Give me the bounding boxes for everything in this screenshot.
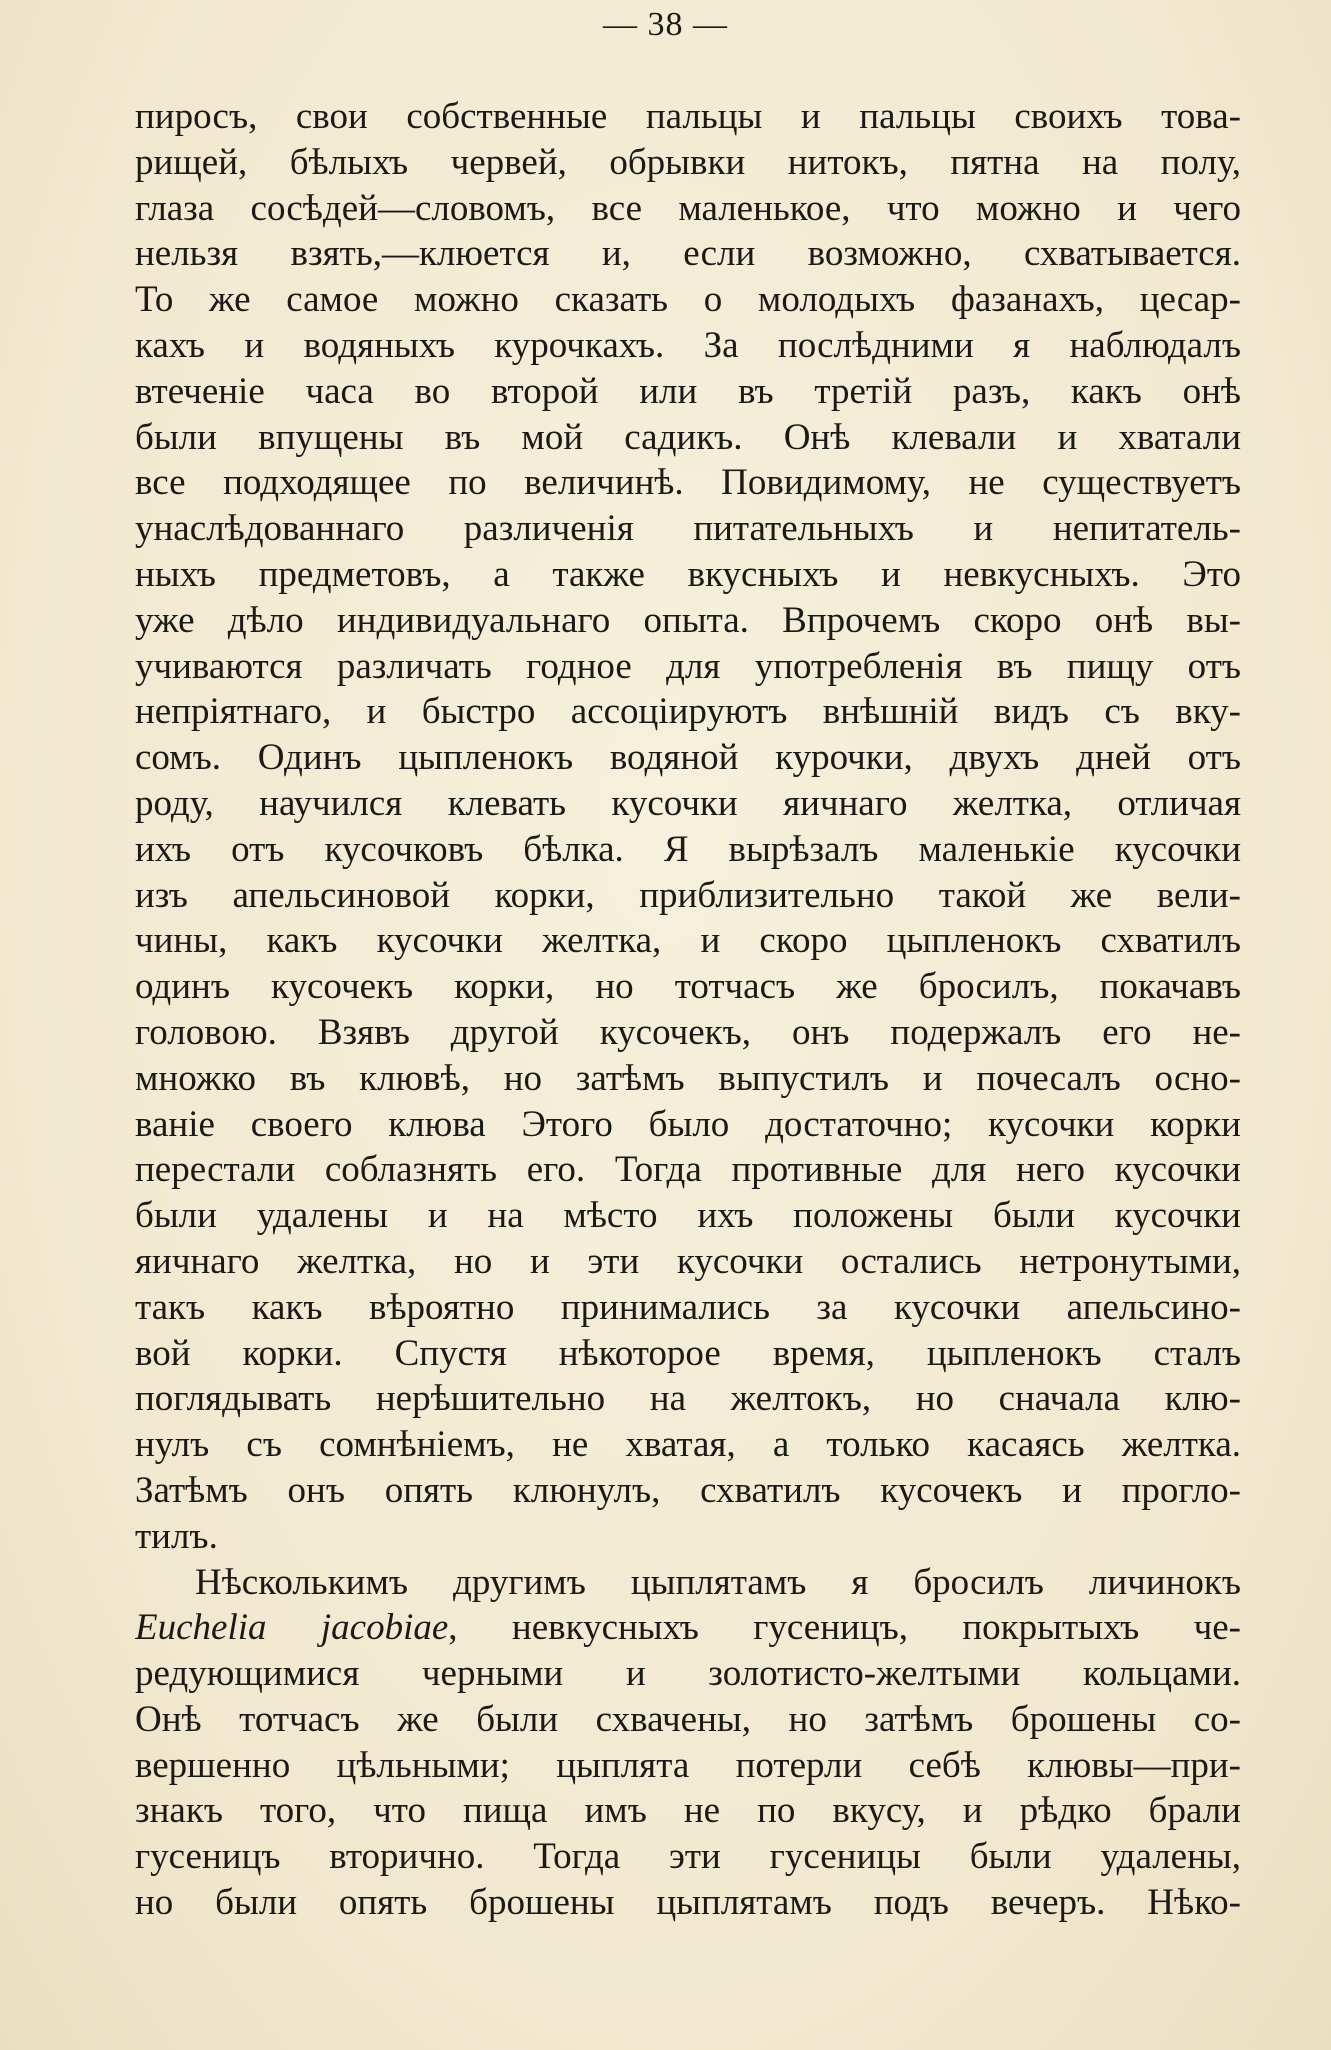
text-line: втеченіе часа во второй или въ третій разъ, какъ онѣ xyxy=(135,370,1241,412)
text-line: роду, научился клевать кусочки яичнаго желтка, отличая xyxy=(135,782,1241,824)
text-line: головою. Взявъ другой кусочекъ, онъ подержалъ его не- xyxy=(135,1011,1241,1053)
text-line: нулъ съ сомнѣніемъ, не хватая, а только касаясь желтка. xyxy=(135,1424,1241,1466)
text-line: гусеницъ вторично. Тогда эти гусеницы были удалены, xyxy=(135,1836,1241,1878)
body-text xyxy=(135,94,1241,1926)
text-line: такъ какъ вѣроятно принимались за кусочки апельсино- xyxy=(135,1286,1241,1328)
paragraph-end-line: тилъ. xyxy=(135,1515,218,1557)
text-line: знакъ того, что пища имъ не по вкусу, и рѣдко брали xyxy=(135,1790,1241,1832)
text-line: учиваются различать годное для употребленія въ пищу отъ xyxy=(135,645,1241,687)
text-line: нельзя взять,—клюется и, если возможно, схватывается. xyxy=(135,233,1241,275)
text-line: вершенно цѣльными; цыплята потерли себѣ клювы—при- xyxy=(135,1744,1241,1786)
text-line: ныхъ предметовъ, а также вкусныхъ и невкусныхъ. Это xyxy=(135,553,1241,595)
text-line: были впущены въ мой садикъ. Онѣ клевали и хватали xyxy=(135,416,1241,458)
text-line: пиросъ, свои собственные пальцы и пальцы своихъ това- xyxy=(135,96,1241,137)
text-line: глаза сосѣдей—словомъ, все маленькое, что можно и чего xyxy=(135,187,1241,229)
text-line: То же самое можно сказать о молодыхъ фазанахъ, цесар- xyxy=(135,279,1241,321)
text-line: перестали соблазнять его. Тогда противные для него кусочки xyxy=(135,1149,1241,1191)
paragraph-start-line: Нѣсколькимъ другимъ цыплятамъ я бросилъ личинокъ xyxy=(195,1561,1241,1603)
text-line: редующимися черными и золотисто-желтыми кольцами. xyxy=(135,1653,1241,1695)
text-line: ихъ отъ кусочковъ бѣлка. Я вырѣзалъ маленькіе кусочки xyxy=(135,828,1241,870)
text-line: вой корки. Спустя нѣкоторое время, цыпленокъ сталъ xyxy=(135,1332,1241,1374)
text-line: унаслѣдованнаго различенія питательныхъ и непитатель- xyxy=(135,508,1241,550)
text-line: уже дѣло индивидуальнаго опыта. Впрочемъ скоро онѣ вы- xyxy=(135,599,1241,641)
text-line: чины, какъ кусочки желтка, и скоро цыпленокъ схватилъ xyxy=(135,920,1241,962)
text-line-rest: , невкусныхъ гусеницъ, покрытыхъ че- xyxy=(448,1607,1241,1649)
text-line: все подходящее по величинѣ. Повидимому, не существуетъ xyxy=(135,462,1241,504)
text-line: яичнаго желтка, но и эти кусочки остались нетронутыми, xyxy=(135,1240,1241,1282)
text-line: непріятнаго, и быстро ассоціируютъ внѣшній видъ съ вку- xyxy=(135,691,1241,733)
text-line: одинъ кусочекъ корки, но тотчасъ же бросилъ, покачавъ xyxy=(135,966,1241,1008)
text-line: были удалены и на мѣсто ихъ положены были кусочки xyxy=(135,1195,1241,1237)
text-line: рищей, бѣлыхъ червей, обрывки нитокъ, пятна на полу, xyxy=(135,141,1241,183)
text-line: ваніе своего клюва Этого было достаточно; кусочки корки xyxy=(135,1103,1241,1145)
text-line: поглядывать нерѣшительно на желтокъ, но сначала клю- xyxy=(135,1378,1241,1420)
page-number: — 38 — xyxy=(603,6,728,43)
text-line-with-species xyxy=(135,1605,1241,1651)
text-line: но были опять брошены цыплятамъ подъ вечеръ. Нѣко- xyxy=(135,1882,1241,1924)
text-line: множко въ клювѣ, но затѣмъ выпустилъ и почесалъ осно- xyxy=(135,1057,1241,1099)
text-line: кахъ и водяныхъ курочкахъ. За послѣдними я наблюдалъ xyxy=(135,324,1241,366)
text-line: Онѣ тотчасъ же были схвачены, но затѣмъ брошены со- xyxy=(135,1698,1241,1740)
text-line: изъ апельсиновой корки, приблизительно такой же вели- xyxy=(135,874,1241,916)
species-name: Euchelia jacobiae xyxy=(135,1607,449,1649)
text-line: Затѣмъ онъ опять клюнулъ, схватилъ кусочекъ и прогло- xyxy=(135,1469,1241,1511)
text-line: сомъ. Одинъ цыпленокъ водяной курочки, двухъ дней отъ xyxy=(135,737,1241,779)
